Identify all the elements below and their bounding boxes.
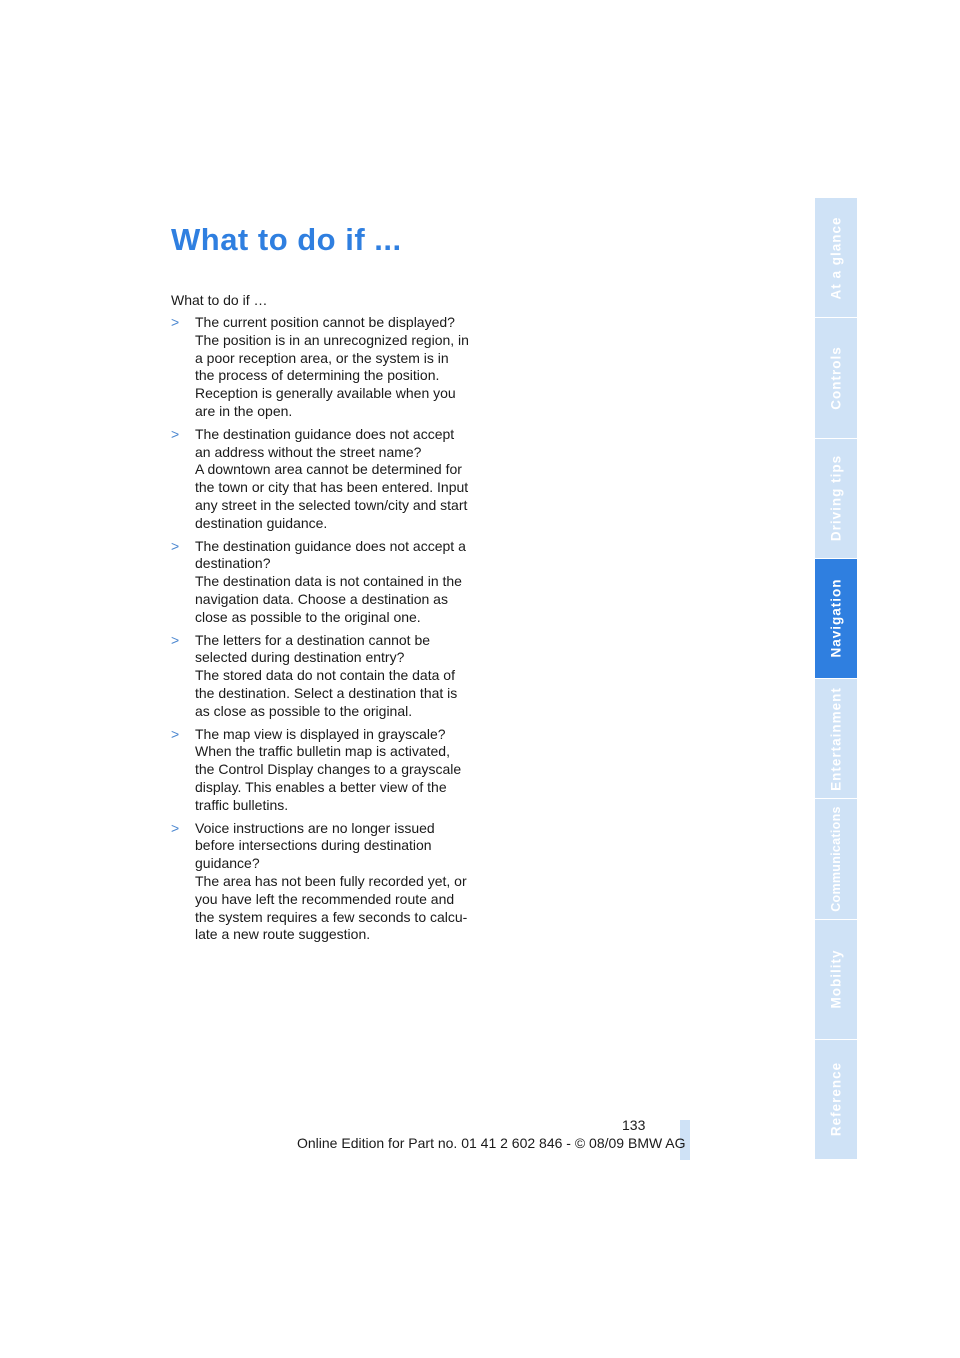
bullet-marker: >	[171, 631, 180, 648]
item-question: The map view is displayed in grayscale?	[195, 725, 446, 742]
tab-communications[interactable]	[815, 799, 857, 919]
item-answer: The destination data is not contained in the navigation data. Choose a destination as close as possible to the original one.	[195, 573, 462, 625]
tab-driving-tips[interactable]	[815, 439, 857, 559]
tab-label: Navigation	[828, 578, 844, 658]
item-answer: A downtown area cannot be determined for the town or city that has been entered. Input any street in the selected town/city and start destination guidance.	[195, 461, 469, 531]
list-item	[171, 314, 471, 421]
bullet-marker: >	[171, 314, 180, 330]
page-number: 133	[622, 1117, 646, 1133]
list-item	[171, 726, 471, 815]
bullet-marker: >	[171, 725, 180, 742]
list-item	[171, 820, 471, 945]
bullet-marker: >	[171, 537, 180, 554]
item-question: The letters for a destination cannot be selected during destination entry?	[195, 631, 431, 666]
tab-mobility[interactable]	[815, 920, 857, 1040]
tab-label: Entertainment	[828, 686, 844, 791]
item-answer: The stored data do not contain the data of the destination. Select a destination that is as close as possible to the original.	[195, 667, 458, 719]
item-answer: The area has not been fully recorded yet, or you have left the recommended route and the system requires a few seconds to calcu-late a new route suggestion.	[195, 872, 468, 943]
item-question: The destination guidance does not accept an address without the street name?	[195, 425, 455, 460]
item-question: The destination guidance does not accept a destination?	[195, 537, 466, 572]
item-answer: When the traffic bulletin map is activated, the Control Display changes to a grayscale display. This enables a better view of the traffic bulletins.	[195, 743, 462, 813]
page-title: What to do if ...	[171, 222, 402, 257]
tab-entertainment[interactable]	[815, 679, 857, 799]
list-item	[171, 426, 471, 533]
faq-list	[171, 314, 471, 949]
tab-label: Communications	[829, 806, 843, 912]
list-item	[171, 538, 471, 627]
item-question: Voice instructions are no longer issued before intersections during destination guidance?	[195, 819, 435, 872]
tab-label: Driving tips	[828, 454, 844, 542]
bullet-marker: >	[171, 425, 180, 442]
bullet-marker: >	[171, 819, 180, 836]
footer-edition-note: Online Edition for Part no. 01 41 2 602 846 - © 08/09 BMW AG	[297, 1135, 686, 1151]
tab-label: At a glance	[828, 216, 844, 300]
intro-text: What to do if …	[171, 292, 268, 308]
list-item	[171, 632, 471, 721]
tab-label: Mobility	[828, 949, 844, 1009]
tab-navigation[interactable]	[815, 559, 857, 679]
tab-at-a-glance[interactable]	[815, 198, 857, 318]
tab-label: Controls	[828, 346, 844, 410]
item-question: The current position cannot be displayed?	[195, 314, 455, 330]
tab-controls[interactable]	[815, 318, 857, 438]
section-sidebar	[815, 198, 857, 1160]
tab-reference[interactable]	[815, 1040, 857, 1160]
item-answer: The position is in an unrecognized region, in a poor reception area, or the system is in the process of determining the position. Reception is generally available when you are in the open.	[195, 331, 469, 419]
tab-label: Reference	[828, 1062, 844, 1137]
